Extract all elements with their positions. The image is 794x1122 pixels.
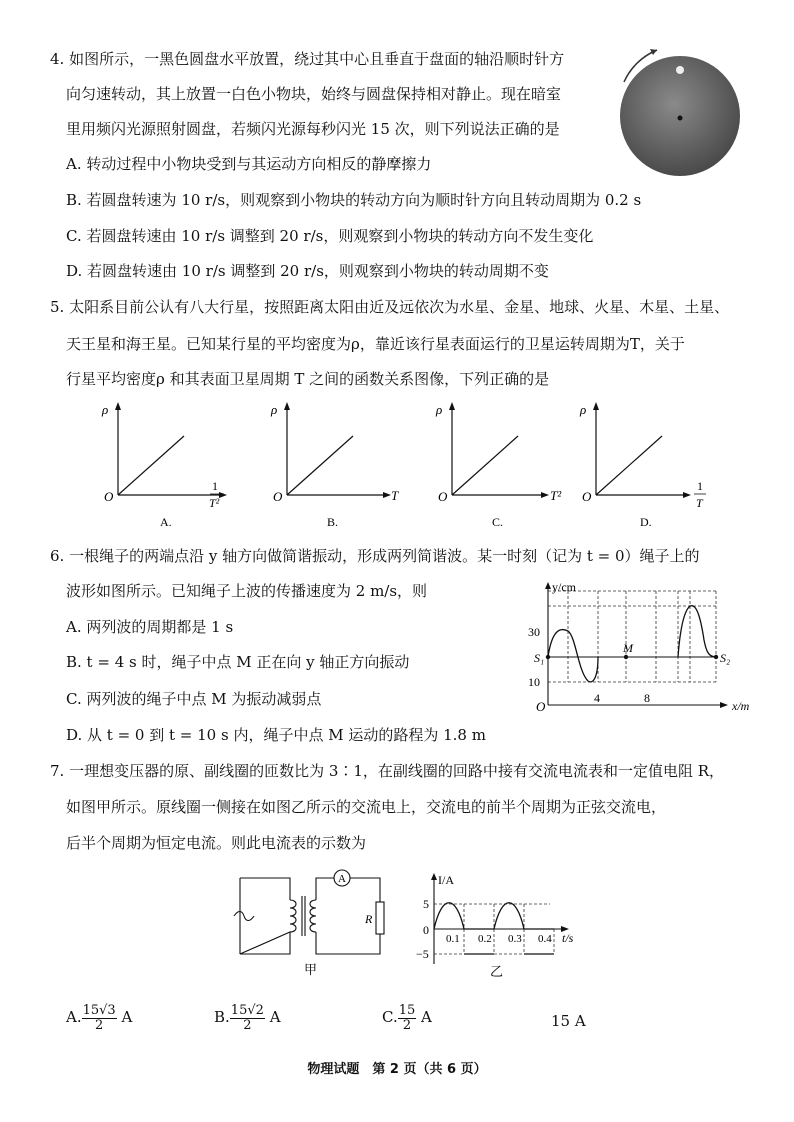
q7-answer-a: A. $\frac{15√3}{2}$ A	[66, 1003, 133, 1033]
q7-answer-b-letter: B.	[214, 1008, 230, 1027]
q4-line-3: 里用频闪光源照射圆盘，若频闪光源每秒闪光 15 次，则下列说法正确的是	[66, 120, 560, 138]
graph-b-origin: O	[273, 489, 283, 504]
q5-line-2: 天王星和海王星。已知某行星的平均密度为ρ，靠近该行星表面运行的卫星运转周期为T，关于	[66, 335, 685, 353]
q6-option-a: A. 两列波的周期都是 1 s	[66, 618, 234, 636]
disc-center	[678, 116, 683, 121]
wave-ylabel: y/cm	[552, 580, 576, 594]
wave-s2: S₂	[720, 651, 731, 665]
q7-answer-b: B. $\frac{15√2}{2}$ A	[214, 1003, 281, 1033]
graph-c-xlabel: T²	[550, 488, 562, 503]
chart-origin: 0	[423, 923, 429, 937]
q4-line-2: 向匀速转动，其上放置一白色小物块，始终与圆盘保持相对静止。现在暗室	[66, 85, 562, 103]
q4-option-b: B. 若圆盘转速为 10 r/s，则观察到小物块的转动方向为顺时针方向且转动周期为 0.2 s	[66, 191, 642, 209]
graph-a-origin: O	[104, 489, 114, 504]
graph-a-label: A.	[160, 515, 172, 529]
q6-option-d: D. 从 t = 0 到 t = 10 s 内，绳子中点 M 运动的路程为 1.8 m	[66, 726, 486, 744]
page-footer: 物理试题 第 2 页（共 6 页）	[307, 1062, 487, 1077]
graph-a-xden: T²	[209, 496, 220, 510]
q4-option-a: A. 转动过程中小物块受到与其运动方向相反的静摩擦力	[66, 155, 432, 173]
q5-line-1: 5. 太阳系目前公认有八大行星，按照距离太阳由近及远依次为水星、金星、地球、火星、木星、土星、	[50, 298, 730, 316]
q7-line-3: 后半个周期为恒定电流。则此电流表的示数为	[66, 834, 367, 852]
graph-c-label: C.	[492, 515, 504, 529]
graph-b-xlabel: T	[391, 488, 399, 503]
q7-answer-c-letter: C.	[382, 1008, 398, 1027]
wave-ytick-30: 30	[528, 625, 540, 639]
wave-xlabel: x/m	[732, 699, 750, 713]
graph-c-line	[452, 436, 518, 495]
chart-xtick-02: 0.2	[478, 933, 492, 945]
circuit-caption: 甲	[304, 962, 318, 977]
graph-a-ylabel: ρ	[102, 402, 109, 417]
chart-ylabel: I/A	[438, 873, 454, 887]
graph-c-ylabel: ρ	[436, 402, 443, 417]
chart-ytick-5: 5	[423, 897, 429, 911]
graph-b-label: B.	[327, 515, 339, 529]
resistor-label: R	[365, 912, 373, 926]
q6-line-1: 6. 一根绳子的两端点沿 y 轴方向做简谐振动，形成两列简谐波。某一时刻（记为 t = 0）绳子上的	[50, 547, 700, 565]
primary-coil	[290, 900, 296, 932]
q6-option-c: C. 两列波的绳子中点 M 为振动减弱点	[66, 690, 322, 708]
q6-line-2: 波形如图所示。已知绳子上波的传播速度为 2 m/s，则	[66, 582, 428, 600]
q7-answer-c-frac: $\frac{15}{2}$	[398, 1003, 416, 1033]
q4-option-c: C. 若圆盘转速由 10 r/s 调整到 20 r/s，则观察到小物块的转动方向不发生变化	[66, 227, 594, 245]
chart-xtick-01: 0.1	[446, 933, 460, 945]
graph-d-xden: T	[696, 496, 703, 510]
graph-b-ylabel: ρ	[271, 402, 278, 417]
q4-line-1: 4. 如图所示，一黑色圆盘水平放置，绕过其中心且垂直于盘面的轴沿顺时针方	[50, 50, 565, 68]
graph-c-origin: O	[438, 489, 448, 504]
chart-xtick-03: 0.3	[508, 933, 522, 945]
wave-xtick-8: 8	[644, 691, 650, 705]
graph-d-ylabel: ρ	[580, 402, 587, 417]
left-wave	[548, 630, 598, 682]
q7-line-1: 7. 一理想变压器的原、副线圈的匝数比为 3∶1，在副线圈的回路中接有交流电流表和一定值电阻 R，	[50, 762, 725, 780]
graph-b-line	[287, 436, 353, 495]
resistor	[376, 902, 384, 934]
graph-c	[434, 398, 574, 533]
right-wave	[678, 606, 716, 657]
graph-a-line	[118, 436, 184, 495]
chart-xlabel: t/s	[562, 931, 574, 945]
wave-origin: O	[536, 699, 546, 714]
graph-a-xnum: 1	[212, 479, 218, 493]
q7-answer-d: 15 A	[551, 1012, 586, 1030]
q5-line-3: 行星平均密度ρ 和其表面卫星周期 T 之间的函数关系图像，下列正确的是	[66, 370, 550, 388]
graph-d-line	[596, 436, 662, 495]
wave-s1: S₁	[534, 651, 545, 665]
graph-d-origin: O	[582, 489, 592, 504]
graph-d-xnum: 1	[697, 479, 703, 493]
chart-xtick-04: 0.4	[538, 933, 552, 945]
graph-d	[578, 398, 718, 533]
q7-answer-c: C. $\frac{15}{2}$ A	[382, 1003, 432, 1033]
wave-m: M	[623, 641, 633, 655]
ac-source-icon	[234, 912, 254, 921]
q7-line-2: 如图甲所示。原线圈一侧接在如图乙所示的交流电上，交流电的前半个周期为正弦交流电，	[66, 798, 667, 816]
graph-a	[100, 398, 240, 533]
chart-ytick-neg5: −5	[416, 947, 429, 961]
secondary-coil	[310, 900, 316, 932]
current-chart	[412, 866, 592, 984]
transformer-circuit	[232, 866, 402, 984]
q4-option-d: D. 若圆盘转速由 10 r/s 调整到 20 r/s，则观察到小物块的转动周期不变	[66, 262, 549, 280]
white-block	[676, 66, 684, 74]
wave-xtick-4: 4	[594, 691, 600, 705]
rotating-disc-figure	[612, 40, 742, 180]
q7-answer-b-frac: $\frac{15√2}{2}$	[230, 1003, 264, 1033]
graph-d-label: D.	[640, 515, 652, 529]
wave-ytick-10: 10	[528, 675, 540, 689]
q7-answer-a-letter: A.	[66, 1008, 82, 1027]
wave-figure	[520, 575, 770, 715]
ammeter-label: A	[338, 873, 346, 885]
q6-option-b: B. t = 4 s 时，绳子中点 M 正在向 y 轴正方向振动	[66, 653, 410, 671]
q7-answer-a-frac: $\frac{15√3}{2}$	[82, 1003, 116, 1033]
chart-caption: 乙	[490, 964, 504, 979]
graph-b	[269, 398, 409, 533]
